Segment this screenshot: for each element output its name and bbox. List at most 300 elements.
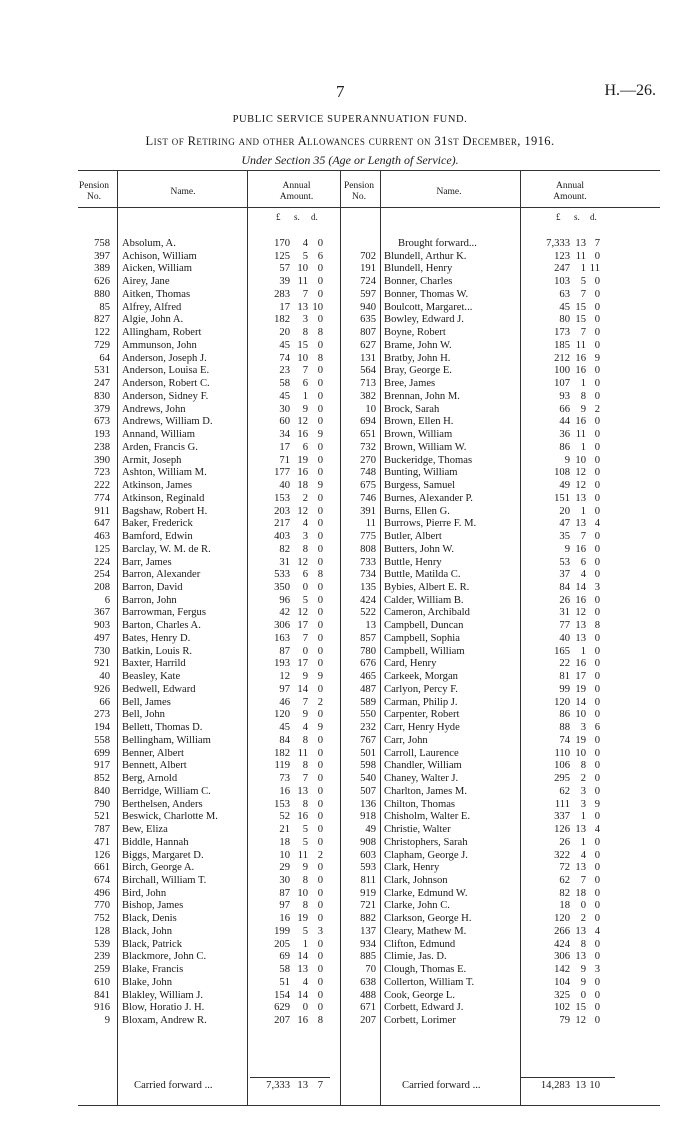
amount-shillings: 4 [302,976,308,988]
amount-pounds: 17 [279,441,290,453]
pensioner-name: Anderson, Joseph J. [122,352,207,364]
pension-number: 807 [360,327,376,339]
amount-pounds: 87 [279,887,290,899]
pension-number: 767 [360,734,376,746]
carried-forward-pounds: 14,283 [540,1080,570,1091]
pension-number: 501 [360,747,376,759]
amount-shillings: 8 [580,938,586,950]
pensioner-name: Boyne, Robert [384,327,446,339]
carried-forward-rule [250,1077,330,1078]
amount-pence: 0 [594,543,600,555]
amount-shillings: 12 [575,467,586,479]
page-reference: H.—26. [604,82,656,99]
pensioner-name: Bates, Henry D. [122,632,191,644]
amount-pounds: 108 [554,467,570,479]
amount-shillings: 13 [575,518,586,530]
pension-number: 885 [360,951,376,963]
amount-pounds: 74 [559,734,570,746]
amount-pence: 0 [594,836,600,848]
pension-number: 131 [360,352,376,364]
pension-number: 911 [94,505,110,517]
amount-pounds: 295 [554,773,570,785]
pensioner-name: Bellett, Thomas D. [122,722,203,734]
amount-shillings: 4 [580,569,586,581]
pensioner-name: Blundell, Arthur K. [384,250,467,262]
pensioner-name: Anderson, Sidney F. [122,390,209,402]
pensioner-name: Blackmore, John C. [122,951,207,963]
pensioner-name: Bamford, Edwin [122,531,193,543]
pension-number: 908 [360,836,376,848]
pensioner-name: Brown, William [384,429,453,441]
amount-pence: 0 [594,887,600,899]
pension-number: 903 [94,620,110,632]
amount-pounds: 177 [274,467,290,479]
table-bottom-rule [78,1105,660,1106]
amount-pence: 0 [317,492,323,504]
header-annual-amount: Annual [556,181,584,191]
amount-pounds: 82 [279,543,290,555]
amount-pounds: 45 [559,301,570,313]
amount-pence: 0 [594,785,600,797]
pensioner-name: Berthelsen, Anders [122,798,203,810]
pension-number: 830 [94,390,110,402]
pensioner-name: Absolum, A. [122,238,176,249]
amount-shillings: 4 [302,722,308,734]
pension-number: 128 [94,925,110,937]
amount-shillings: 18 [575,887,586,899]
amount-shillings: 10 [297,263,308,275]
unit-shillings: s. [294,212,300,222]
unit-shillings: s. [574,212,580,222]
pension-number: 10 [365,403,376,415]
pensioner-name: Black, John [122,925,173,937]
amount-shillings: 3 [580,722,586,734]
amount-shillings: 5 [302,250,308,262]
amount-pence: 0 [317,403,323,415]
amount-pounds: 23 [279,365,290,377]
amount-shillings: 1 [302,390,308,402]
pensioner-name: Clapham, George J. [384,849,468,861]
unit-pence: d. [311,212,318,222]
amount-pounds: 306 [554,951,570,963]
pensioner-name: Barr, James [122,556,172,568]
pension-number: 589 [360,696,376,708]
amount-shillings: 12 [297,416,308,428]
pensioner-name: Boulcott, Margaret... [384,301,473,313]
amount-pounds: 154 [274,989,290,1001]
pensioner-name: Christie, Walter [384,824,451,836]
amount-pence: 0 [317,836,323,848]
amount-pounds: 325 [554,989,570,1001]
amount-pounds: 99 [559,683,570,695]
amount-pence: 0 [594,913,600,925]
amount-pence: 0 [317,314,323,326]
amount-pence: 0 [317,288,323,300]
pension-number: 397 [94,250,110,262]
amount-pence: 0 [317,276,323,288]
amount-shillings: 0 [580,989,586,1001]
pensioner-name: Carkeek, Morgan [384,671,458,683]
amount-pence: 0 [317,581,323,593]
amount-pounds: 60 [279,416,290,428]
amount-pounds: 21 [279,824,290,836]
amount-shillings: 11 [575,429,586,441]
amount-pence: 0 [317,645,323,657]
amount-pence: 0 [594,276,600,288]
pension-number: 496 [94,887,110,899]
pensioner-name: Barron, John [122,594,177,606]
pensioner-name: Annand, William [122,429,195,441]
amount-pounds: 283 [274,288,290,300]
amount-pounds: 125 [274,250,290,262]
amount-pence: 0 [594,441,600,453]
amount-pounds: 20 [559,505,570,517]
pension-number: 379 [94,403,110,415]
amount-shillings: 13 [575,824,586,836]
amount-pence: 3 [317,925,323,937]
amount-pounds: 86 [559,441,570,453]
amount-pounds: 153 [274,492,290,504]
amount-shillings: 16 [297,467,308,479]
amount-pence: 0 [594,365,600,377]
amount-pounds: 93 [559,390,570,402]
pensioner-name: Burns, Ellen G. [384,505,450,517]
amount-pence: 0 [317,900,323,912]
amount-shillings: 11 [297,276,308,288]
pensioner-name: Carr, John [384,734,428,746]
amount-pence: 0 [594,811,600,823]
pension-number: 857 [360,632,376,644]
pension-number: 13 [365,620,376,632]
pension-number: 135 [360,581,376,593]
pension-number: 841 [94,989,110,1001]
header-pension-no: Pension [343,181,375,191]
pension-number: 9 [104,1015,110,1027]
amount-pounds: 77 [559,620,570,632]
column-divider [380,170,381,1105]
pension-number: 465 [360,671,376,683]
amount-shillings: 19 [575,683,586,695]
amount-pence: 0 [317,811,323,823]
pensioner-name: Cleary, Mathew M. [384,925,467,937]
pensioner-name: Aicken, William [122,263,192,275]
pension-number: 6 [104,594,110,606]
amount-pounds: 45 [279,722,290,734]
amount-shillings: 1 [580,645,586,657]
amount-pounds: 26 [559,836,570,848]
amount-pence: 0 [317,263,323,275]
pension-number: 125 [94,543,110,555]
amount-pounds: 45 [279,390,290,402]
pensioner-name: Bishop, James [122,900,184,912]
pension-number: 699 [94,747,110,759]
amount-pounds: 182 [274,314,290,326]
amount-shillings: 1 [580,378,586,390]
amount-pence: 0 [317,964,323,976]
amount-pounds: 46 [279,696,290,708]
pensioner-name: Blundell, Henry [384,263,453,275]
amount-shillings: 6 [302,378,308,390]
amount-pence: 0 [594,505,600,517]
amount-pounds: 104 [554,976,570,988]
amount-shillings: 14 [297,683,308,695]
pensioner-name: Black, Patrick [122,938,183,950]
header-annual-amount: Annual [282,181,311,191]
amount-shillings: 10 [575,747,586,759]
pensioner-name: Barron, David [122,581,183,593]
pension-number: 852 [94,773,110,785]
amount-pounds: 306 [274,620,290,632]
pension-number: 247 [94,378,110,390]
pensioner-name: Batkin, Louis R. [122,645,193,657]
amount-pounds: 36 [559,429,570,441]
amount-pounds: 111 [554,798,570,810]
pensioner-name: Carlyon, Percy F. [384,683,458,695]
pensioner-name: Campbell, William [384,645,465,657]
amount-shillings: 4 [580,849,586,861]
carried-forward-rule [520,1077,615,1078]
amount-shillings: 8 [302,543,308,555]
pension-number: 390 [94,454,110,466]
amount-pounds: 53 [559,556,570,568]
pensioner-name: Clark, Johnson [384,875,448,886]
amount-shillings: 11 [297,747,308,759]
pension-number: 674 [94,875,110,886]
amount-shillings: 14 [297,951,308,963]
pension-number: 671 [360,1002,376,1014]
amount-pence: 0 [594,314,600,326]
pension-number: 638 [360,976,376,988]
amount-pounds: 31 [279,556,290,568]
amount-pence: 0 [317,416,323,428]
amount-shillings: 13 [575,620,586,632]
pension-number: 539 [94,938,110,950]
amount-pence: 8 [317,569,323,581]
pension-number: 775 [360,531,376,543]
amount-pounds: 26 [559,594,570,606]
pensioner-name: Climie, Jas. D. [384,951,447,963]
pension-number: 732 [360,441,376,453]
amount-pence: 0 [317,734,323,746]
pension-number: 550 [360,709,376,721]
pension-number: 746 [360,492,376,504]
pensioner-name: Aitken, Thomas [122,288,191,300]
amount-pence: 0 [594,658,600,670]
pension-number: 391 [360,505,376,517]
unit-pounds: £ [276,212,281,222]
header-pension-no: No. [87,192,101,202]
pensioner-name: Beswick, Charlotte M. [122,811,218,823]
amount-shillings: 11 [575,339,586,351]
amount-pounds: 71 [279,454,290,466]
pension-number: 224 [94,556,110,568]
amount-shillings: 16 [297,429,308,441]
amount-pence: 4 [594,824,600,836]
pensioner-name: Atkinson, Reginald [122,492,205,504]
pensioner-name: Clarke, Edmund W. [384,887,468,899]
amount-pence: 0 [317,709,323,721]
amount-pounds: 22 [559,658,570,670]
pension-number: 531 [94,365,110,377]
amount-shillings: 15 [575,1002,586,1014]
pensioner-name: Andrews, John [122,403,186,415]
amount-pence: 0 [317,773,323,785]
pensioner-name: Anderson, Robert C. [122,378,210,390]
pensioner-name: Cameron, Archibald [384,607,470,619]
amount-pence: 9 [317,429,323,441]
amount-pounds: 629 [274,1002,290,1014]
amount-pounds: 203 [274,505,290,517]
amount-pence: 0 [317,824,323,836]
pensioner-name: Bray, George E. [384,365,452,377]
pensioner-name: Allingham, Robert [122,327,202,339]
amount-shillings: 13 [575,951,586,963]
amount-shillings: 6 [302,569,308,581]
pensioner-name: Berridge, William C. [122,785,211,797]
pension-number: 40 [99,671,110,683]
amount-shillings: 7 [302,773,308,785]
amount-shillings: 17 [575,671,586,683]
amount-pounds: 120 [554,913,570,925]
amount-shillings: 1 [302,938,308,950]
amount-pence: 0 [594,607,600,619]
amount-pence: 10 [312,301,323,313]
amount-pounds: 199 [274,925,290,937]
pension-number: 232 [360,722,376,734]
pensioner-name: Atkinson, James [122,480,193,492]
pensioner-name: Carroll, Laurence [384,747,459,759]
amount-pence: 0 [594,849,600,861]
amount-pence: 0 [317,658,323,670]
amount-pounds: 266 [554,925,570,937]
pensioner-name: Chisholm, Walter E. [384,811,471,823]
pensioner-name: Burrows, Pierre F. M. [384,518,477,530]
amount-pence: 2 [317,849,323,861]
amount-pounds: 97 [279,683,290,695]
amount-shillings: 9 [580,976,586,988]
pension-number: 64 [99,352,110,364]
amount-pence: 0 [317,683,323,695]
pensioner-name: Burnes, Alexander P. [384,492,473,504]
amount-pence: 0 [317,875,323,886]
amount-pence: 0 [317,913,323,925]
amount-pounds: 34 [279,429,290,441]
amount-pounds: 84 [559,581,570,593]
pensioner-name: Chilton, Thomas [384,798,456,810]
amount-pence: 0 [317,938,323,950]
amount-pounds: 39 [279,276,290,288]
amount-shillings: 10 [297,887,308,899]
amount-pence: 0 [317,467,323,479]
pensioner-name: Buttle, Matilda C. [384,569,461,581]
amount-pence: 0 [317,441,323,453]
amount-pounds: 37 [559,569,570,581]
amount-shillings: 7 [302,288,308,300]
pensioner-name: Barron, Alexander [122,569,201,581]
amount-pence: 0 [594,339,600,351]
pensioner-name: Bird, John [122,887,167,899]
amount-pounds: 49 [559,480,570,492]
pension-number: 926 [94,683,110,695]
pension-number: 70 [365,964,376,976]
brought-forward-pounds: 7,333 [546,238,570,249]
pensioner-name: Andrews, William D. [122,416,213,428]
amount-pounds: 18 [279,836,290,848]
pension-number: 880 [94,288,110,300]
amount-shillings: 7 [580,327,586,339]
amount-shillings: 13 [575,632,586,644]
amount-pence: 9 [317,671,323,683]
amount-pounds: 193 [274,658,290,670]
pensioner-name: Blakley, William J. [122,989,204,1001]
pension-number: 733 [360,556,376,568]
amount-shillings: 16 [575,658,586,670]
column-divider [117,170,118,1105]
amount-pounds: 205 [274,938,290,950]
pension-number: 507 [360,785,376,797]
column-divider [340,170,341,1105]
amount-shillings: 7 [302,365,308,377]
pension-number: 488 [360,989,376,1001]
pension-number: 194 [94,722,110,734]
amount-pounds: 20 [279,327,290,339]
pensioner-name: Clarkson, George H. [384,913,472,925]
pension-number: 136 [360,798,376,810]
amount-pounds: 120 [274,709,290,721]
amount-shillings: 19 [297,913,308,925]
amount-pounds: 57 [279,263,290,275]
amount-pence: 0 [317,365,323,377]
amount-shillings: 10 [575,454,586,466]
amount-pence: 0 [594,900,600,912]
amount-pounds: 69 [279,951,290,963]
amount-shillings: 13 [575,862,586,874]
pension-number: 270 [360,454,376,466]
pension-number: 208 [94,581,110,593]
pensioner-name: Buttle, Henry [384,556,442,568]
amount-pounds: 165 [554,645,570,657]
pension-number: 191 [360,263,376,275]
pension-number: 827 [94,314,110,326]
pensioner-name: Biggs, Margaret D. [122,849,204,861]
pensioner-name: Clough, Thomas E. [384,964,467,976]
amount-pence: 0 [317,339,323,351]
pension-number: 193 [94,429,110,441]
pension-number: 11 [365,518,376,530]
pension-number: 540 [360,773,376,785]
pensioner-name: Clark, Henry [384,862,440,874]
pensioner-name: Bew, Eliza [122,824,168,836]
amount-shillings: 11 [575,250,586,262]
amount-shillings: 10 [575,709,586,721]
amount-shillings: 8 [302,760,308,772]
amount-pounds: 47 [559,518,570,530]
amount-pence: 0 [594,645,600,657]
pensioner-name: Achison, William [122,250,197,262]
pensioner-name: Clifton, Edmund [384,938,456,950]
pension-number: 919 [360,887,376,899]
amount-pence: 0 [594,250,600,262]
amount-pence: 0 [594,938,600,950]
amount-shillings: 8 [302,900,308,912]
amount-pounds: 403 [274,531,290,543]
amount-pence: 0 [594,709,600,721]
amount-pounds: 66 [559,403,570,415]
amount-pounds: 170 [274,238,290,249]
pensioner-name: Barton, Charles A. [122,620,201,632]
document-subtitle-section: Under Section 35 (Age or Length of Service). [241,153,459,167]
pension-number: 66 [99,696,110,708]
